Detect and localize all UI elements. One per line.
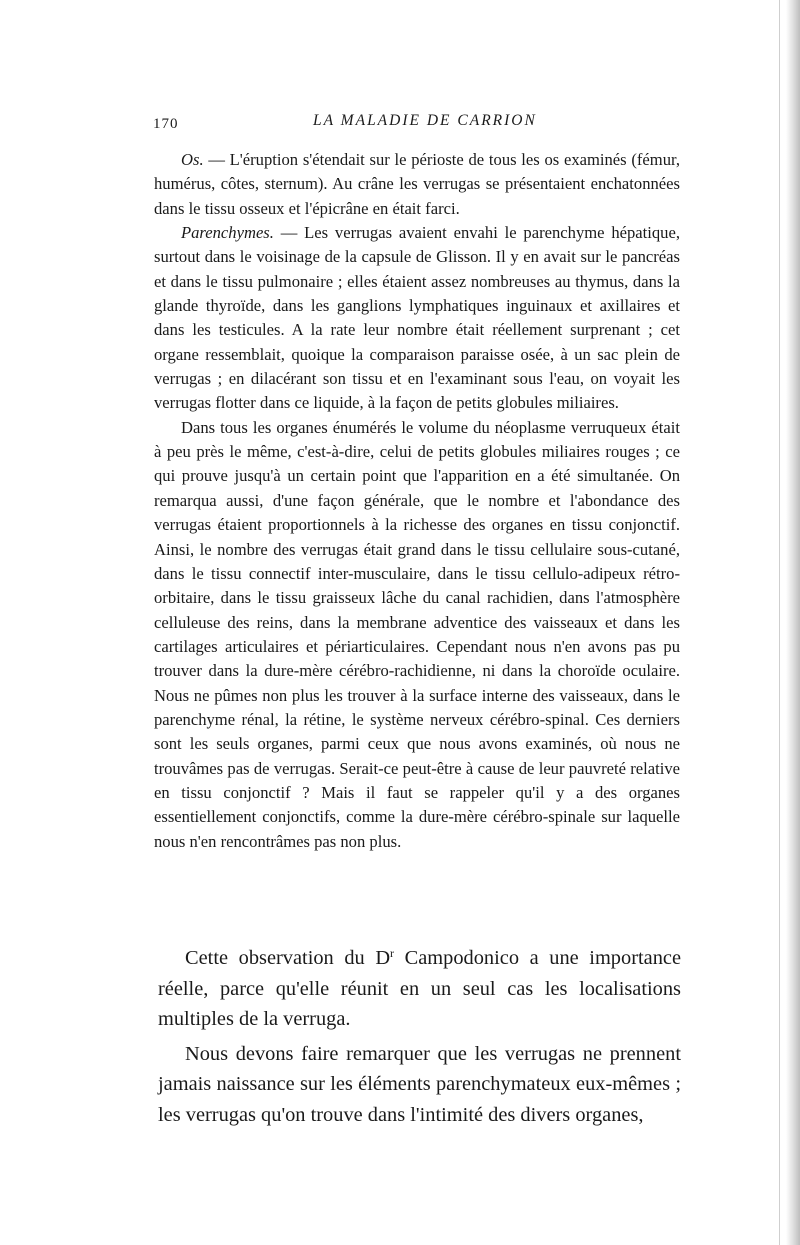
- paragraph-organes: [154, 416, 680, 854]
- main-text-large: [158, 943, 681, 1134]
- paragraph-text-before: Cette observation du D: [185, 947, 391, 969]
- superscript: r: [390, 946, 395, 960]
- paragraph-text: — L'éruption s'étendait sur le périoste de tous les os examinés (fémur, humérus, côtes, sternum). Au crâne les verrugas se présentaient enchatonnées dans le tissu osseux et l'épicrâne en était farci.: [154, 150, 680, 218]
- paragraph-observation: [158, 943, 681, 1035]
- paragraph-text-after: Campodonico a une importance réelle, parce qu'elle réunit en un seul cas les localisations multiples de la verruga.: [158, 947, 682, 1030]
- page-number: 170: [153, 116, 179, 132]
- main-text-small: [154, 148, 680, 854]
- paragraph-text: — Les verrugas avaient envahi le parenchyme hépatique, surtout dans le voisinage de la capsule de Glisson. Il y en avait sur le pancréas et dans le tissu pulmonaire ; elles étaient assez nombreuses au thymus, dans la glande thyroïde, dans les ganglions lymphatiques inguinaux et axillaires et dans les testicules. A la rate leur nombre était réellement surprenant ; cet organe ressemblait, quoique la comparaison paraisse osée, à un sac plein de verrugas ; en dilacérant son tissu et en l'examinant sous l'eau, on voyait les verrugas flotter dans ce liquide, à la façon de petits globules miliaires.: [154, 223, 680, 413]
- paragraph-remarque: [158, 1039, 681, 1131]
- paragraph-lead: Os.: [181, 150, 204, 169]
- paragraph-text: Dans tous les organes énumérés le volume du néoplasme verruqueux était à peu près le même, c'est-à-dire, celui de petits globules miliaires rouges ; ce qui prouve jusqu'à un certain point que l'apparition en a été simultanée. On remarqua aussi, d'une façon générale, que le nombre et l'abondance des verrugas étaient proportionnels à la richesse des organes en tissu conjonctif. Ainsi, le nombre des verrugas était grand dans le tissu cellulaire sous-cutané, dans le tissu connectif inter-musculaire, dans le tissu cellulo-adipeux rétro-orbitaire, dans le tissu graisseux lâche du canal rachidien, dans l'atmosphère celluleuse des reins, dans la membrane adventice des vaisseaux et dans les cartilages articulaires et périarticulaires. Cependant nous n'en avons pas pu trouver dans la dure-mère cérébro-rachidienne, ni dans la choroïde oculaire. Nous ne pûmes non plus les trouver à la surface interne des vaisseaux, dans le parenchyme rénal, la rétine, le système nerveux cérébro-spinal. Ces derniers sont les seuls organes, parmi ceux que nous avons examinés, où nous ne trouvâmes pas de verrugas. Serait-ce peut-être à cause de leur pauvreté relative en tissu conjonctif ? Mais il faut se rappeler qu'il y a des organes essentiellement conjonctifs, comme la dure-mère cérébro-spinale sur laquelle nous n'en rencontrâmes pas non plus.: [154, 417, 680, 851]
- paragraph-os: [154, 148, 680, 221]
- page-edge-line: [779, 0, 780, 1245]
- running-title: LA MALADIE DE CARRION: [313, 112, 537, 129]
- paragraph-lead: Parenchymes.: [181, 223, 274, 243]
- paragraph-text: Nous devons faire remarquer que les verrugas ne prennent jamais naissance sur les éléments parenchymateux eux-mêmes ; les verrugas qu'on trouve dans l'intimité des divers organes,: [158, 1042, 681, 1126]
- page-edge-shadow: [786, 0, 800, 1245]
- paragraph-parenchymes: [154, 221, 680, 416]
- page-header: [153, 112, 683, 136]
